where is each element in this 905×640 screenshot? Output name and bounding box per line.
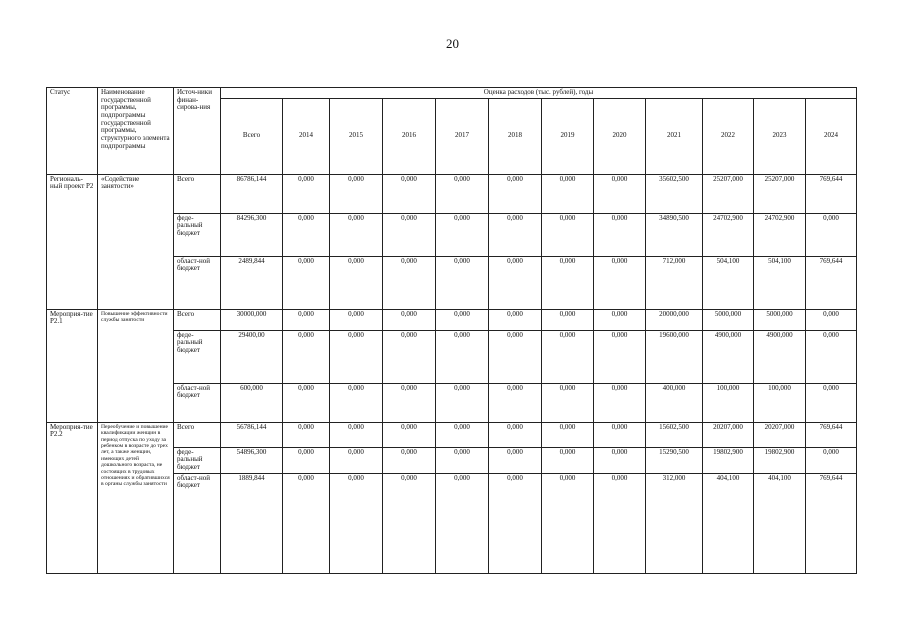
value-cell: 0,000	[330, 213, 383, 256]
value-cell: 34890,500	[646, 213, 703, 256]
header-row	[47, 88, 857, 99]
header-year-column: 2016	[383, 98, 436, 174]
value-cell: 1889,844	[221, 473, 283, 573]
page-number: 20	[446, 36, 459, 51]
value-cell: 0,000	[283, 213, 330, 256]
block-status: Региональ-ный проект Р2	[47, 174, 98, 309]
value-cell: 504,100	[703, 256, 754, 309]
value-cell: 25207,000	[754, 174, 806, 213]
row-source: област-ной бюджет	[174, 256, 221, 309]
value-cell: 0,000	[330, 447, 383, 473]
row-source: област-ной бюджет	[174, 473, 221, 573]
value-cell: 0,000	[489, 383, 542, 422]
value-cell: 0,000	[489, 309, 542, 330]
block-name: «Содействие занятости»	[98, 174, 174, 309]
header-year-column: Всего	[221, 98, 283, 174]
value-cell: 0,000	[283, 383, 330, 422]
value-cell: 15290,500	[646, 447, 703, 473]
value-cell: 0,000	[489, 174, 542, 213]
row-source: феде-ральный бюджет	[174, 213, 221, 256]
value-cell: 0,000	[436, 447, 489, 473]
value-cell: 0,000	[594, 447, 646, 473]
row-source: Всего	[174, 422, 221, 447]
value-cell: 24702,900	[703, 213, 754, 256]
value-cell: 404,100	[754, 473, 806, 573]
table-row	[47, 309, 857, 330]
value-cell: 0,000	[806, 330, 857, 383]
block-name: Повышение эффективности службы занятости	[98, 309, 174, 422]
value-cell: 0,000	[283, 422, 330, 447]
value-cell: 769,644	[806, 422, 857, 447]
value-cell: 0,000	[489, 422, 542, 447]
header-source: Источ-ники финан-сирова-ния	[174, 88, 221, 175]
value-cell: 0,000	[383, 473, 436, 573]
value-cell: 0,000	[383, 447, 436, 473]
value-cell: 0,000	[542, 330, 594, 383]
header-year-column: 2020	[594, 98, 646, 174]
value-cell: 0,000	[489, 330, 542, 383]
value-cell: 0,000	[283, 447, 330, 473]
value-cell: 54896,300	[221, 447, 283, 473]
value-cell: 0,000	[283, 174, 330, 213]
header-year-column: 2022	[703, 98, 754, 174]
value-cell: 0,000	[542, 309, 594, 330]
block-status: Мероприя-тие Р2.2	[47, 422, 98, 573]
row-source: феде-ральный бюджет	[174, 447, 221, 473]
header-year-column: 2023	[754, 98, 806, 174]
value-cell: 0,000	[594, 174, 646, 213]
value-cell: 100,000	[703, 383, 754, 422]
value-cell: 0,000	[436, 330, 489, 383]
value-cell: 0,000	[542, 422, 594, 447]
value-cell: 15602,500	[646, 422, 703, 447]
row-source: Всего	[174, 174, 221, 213]
value-cell: 0,000	[594, 422, 646, 447]
value-cell: 0,000	[383, 256, 436, 309]
value-cell: 19802,900	[703, 447, 754, 473]
value-cell: 0,000	[594, 330, 646, 383]
value-cell: 0,000	[283, 330, 330, 383]
header-year-column: 2014	[283, 98, 330, 174]
row-source: Всего	[174, 309, 221, 330]
header-year-column: 2018	[489, 98, 542, 174]
value-cell: 0,000	[330, 174, 383, 213]
value-cell: 20207,000	[754, 422, 806, 447]
value-cell: 0,000	[542, 447, 594, 473]
value-cell: 0,000	[806, 383, 857, 422]
value-cell: 0,000	[436, 174, 489, 213]
value-cell: 4900,000	[754, 330, 806, 383]
value-cell: 0,000	[489, 447, 542, 473]
value-cell: 0,000	[383, 213, 436, 256]
value-cell: 30000,000	[221, 309, 283, 330]
value-cell: 0,000	[594, 309, 646, 330]
value-cell: 0,000	[489, 213, 542, 256]
header-year-column: 2017	[436, 98, 489, 174]
value-cell: 84296,300	[221, 213, 283, 256]
value-cell: 0,000	[383, 422, 436, 447]
table-row	[47, 174, 857, 213]
value-cell: 19600,000	[646, 330, 703, 383]
value-cell: 0,000	[436, 256, 489, 309]
value-cell: 0,000	[436, 383, 489, 422]
value-cell: 0,000	[594, 256, 646, 309]
header-estimate: Оценка расходов (тыс. рублей), годы	[221, 88, 857, 99]
value-cell: 0,000	[330, 473, 383, 573]
value-cell: 20000,000	[646, 309, 703, 330]
value-cell: 0,000	[806, 447, 857, 473]
header-status: Статус	[47, 88, 98, 175]
value-cell: 504,100	[754, 256, 806, 309]
value-cell: 769,644	[806, 473, 857, 573]
value-cell: 5000,000	[703, 309, 754, 330]
value-cell: 712,000	[646, 256, 703, 309]
row-source: феде-ральный бюджет	[174, 330, 221, 383]
expense-table	[46, 87, 857, 574]
value-cell: 0,000	[436, 309, 489, 330]
header-year-column: 2019	[542, 98, 594, 174]
value-cell: 86786,144	[221, 174, 283, 213]
value-cell: 0,000	[436, 473, 489, 573]
value-cell: 0,000	[283, 473, 330, 573]
value-cell: 0,000	[330, 309, 383, 330]
value-cell: 56786,144	[221, 422, 283, 447]
value-cell: 19802,900	[754, 447, 806, 473]
value-cell: 0,000	[542, 174, 594, 213]
value-cell: 400,000	[646, 383, 703, 422]
value-cell: 0,000	[436, 422, 489, 447]
value-cell: 20207,000	[703, 422, 754, 447]
block-name: Переобучение и повышение квалификации женщин в период отпуска по уходу за ребенком в возрасте до трех лет, а также женщин, имеющих детей дошкольного возраста, не состоящих в трудовых отношениях и обратившихся в органы службы занятости	[98, 422, 174, 573]
value-cell: 0,000	[330, 383, 383, 422]
value-cell: 5000,000	[754, 309, 806, 330]
value-cell: 35602,500	[646, 174, 703, 213]
value-cell: 0,000	[330, 330, 383, 383]
value-cell: 0,000	[330, 256, 383, 309]
value-cell: 0,000	[383, 330, 436, 383]
value-cell: 4900,000	[703, 330, 754, 383]
value-cell: 0,000	[383, 309, 436, 330]
value-cell: 0,000	[542, 473, 594, 573]
value-cell: 100,000	[754, 383, 806, 422]
value-cell: 0,000	[806, 309, 857, 330]
header-year-column: 2021	[646, 98, 703, 174]
value-cell: 0,000	[383, 174, 436, 213]
value-cell: 0,000	[283, 256, 330, 309]
value-cell: 24702,900	[754, 213, 806, 256]
header-name: Наименование государственной программы, подпрограммы государственной программы, структурного элемента подпрограммы	[98, 88, 174, 175]
value-cell: 312,000	[646, 473, 703, 573]
value-cell: 0,000	[542, 213, 594, 256]
value-cell: 0,000	[489, 473, 542, 573]
value-cell: 0,000	[594, 473, 646, 573]
value-cell: 2489,844	[221, 256, 283, 309]
value-cell: 0,000	[806, 213, 857, 256]
value-cell: 0,000	[542, 383, 594, 422]
block-status: Мероприя-тие Р2.1	[47, 309, 98, 422]
value-cell: 0,000	[436, 213, 489, 256]
header-year-column: 2024	[806, 98, 857, 174]
value-cell: 0,000	[283, 309, 330, 330]
value-cell: 0,000	[330, 422, 383, 447]
value-cell: 769,644	[806, 256, 857, 309]
value-cell: 25207,000	[703, 174, 754, 213]
value-cell: 0,000	[383, 383, 436, 422]
value-cell: 600,000	[221, 383, 283, 422]
row-source: област-ной бюджет	[174, 383, 221, 422]
table-row	[47, 422, 857, 447]
value-cell: 404,100	[703, 473, 754, 573]
value-cell: 769,644	[806, 174, 857, 213]
value-cell: 0,000	[489, 256, 542, 309]
value-cell: 0,000	[594, 213, 646, 256]
value-cell: 0,000	[542, 256, 594, 309]
value-cell: 0,000	[594, 383, 646, 422]
value-cell: 29400,00	[221, 330, 283, 383]
header-year-column: 2015	[330, 98, 383, 174]
